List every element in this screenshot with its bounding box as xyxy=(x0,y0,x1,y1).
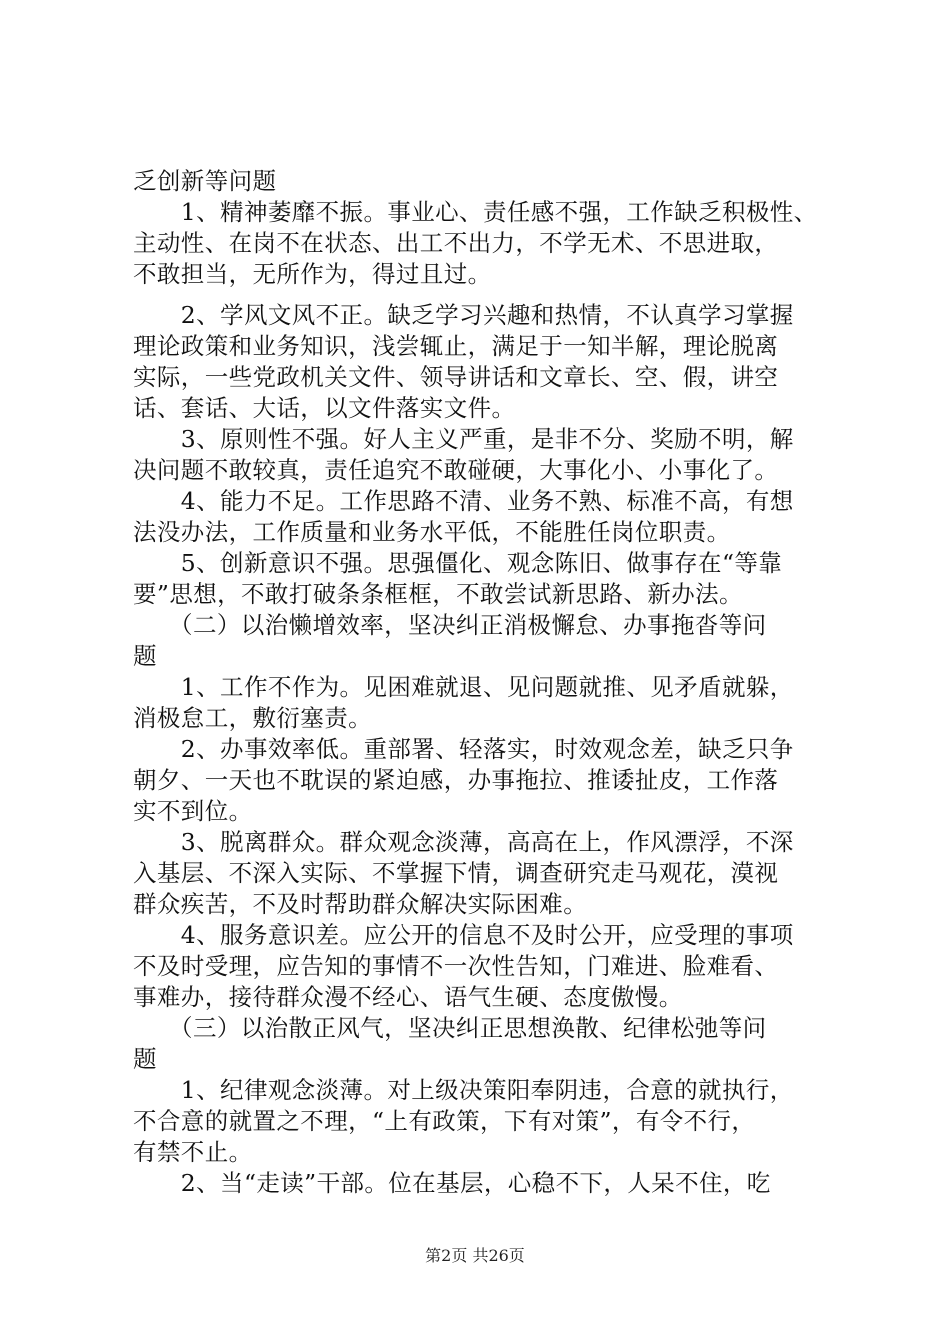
text-line: 2、当“走读”干部。位在基层，心稳不下，人呆不住，吃 xyxy=(133,1169,771,1197)
text-line: 4、能力不足。工作思路不清、业务不熟、标准不高，有想 xyxy=(133,487,794,515)
text-line: 2、办事效率低。重部署、轻落实，时效观念差，缺乏只争 xyxy=(133,735,794,763)
text-line: 2、学风文风不正。缺乏学习兴趣和热情，不认真学习掌握 xyxy=(133,301,794,329)
text-line: 不合意的就置之不理，“上有政策，下有对策”，有令不行， xyxy=(133,1107,756,1135)
text-line: 乏创新等问题 xyxy=(133,167,277,195)
text-line: 实际，一些党政机关文件、领导讲话和文章长、空、假，讲空 xyxy=(133,363,779,391)
text-line: 入基层、不深入实际、不掌握下情，调查研究走马观花，漠视 xyxy=(133,859,779,887)
text-line: 主动性、在岗不在状态、出工不出力，不学无术、不思进取， xyxy=(133,229,779,257)
text-line: 决问题不敢较真，责任追究不敢碰硬，大事化小、小事化了。 xyxy=(133,456,779,484)
text-line: 题 xyxy=(133,1045,157,1073)
text-line: 3、脱离群众。群众观念淡薄，高高在上，作风漂浮，不深 xyxy=(133,828,794,856)
text-line: 有禁不止。 xyxy=(133,1138,253,1166)
text-line: 事难办，接待群众漫不经心、语气生硬、态度傲慢。 xyxy=(133,983,683,1011)
text-line: 理论政策和业务知识，浅尝辄止，满足于一知半解，理论脱离 xyxy=(133,332,779,360)
text-line: 朝夕、一天也不耽误的紧迫感，办事拖拉、推诿扯皮，工作落 xyxy=(133,766,779,794)
text-line: 1、精神萎靡不振。事业心、责任感不强，工作缺乏积极性、 xyxy=(133,198,818,226)
page-number-footer: 第2页 共26页 xyxy=(425,1246,525,1265)
text-line: 不敢担当，无所作为，得过且过。 xyxy=(133,260,492,288)
text-line: 不及时受理，应告知的事情不一次性告知，门难进、脸难看、 xyxy=(133,952,779,980)
text-line: 话、套话、大话，以文件落实文件。 xyxy=(133,394,516,422)
text-line: 群众疾苦，不及时帮助群众解决实际困难。 xyxy=(133,890,588,918)
text-line: 5、创新意识不强。思强僵化、观念陈旧、做事存在“等靠 xyxy=(133,549,783,577)
text-line: 要”思想，不敢打破条条框框，不敢尝试新思路、新办法。 xyxy=(133,580,743,608)
text-line: 4、服务意识差。应公开的信息不及时公开，应受理的事项 xyxy=(133,921,794,949)
text-line: 实不到位。 xyxy=(133,797,253,825)
text-line: 1、纪律观念淡薄。对上级决策阳奉阴违，合意的就执行， xyxy=(133,1076,794,1104)
text-line: 1、工作不作为。见困难就退、见问题就推、见矛盾就躲， xyxy=(133,673,794,701)
text-line: 消极怠工，敷衍塞责。 xyxy=(133,704,372,732)
text-line: （二）以治懒增效率，坚决纠正消极懈怠、办事拖沓等问 xyxy=(133,611,767,639)
text-line: 3、原则性不强。好人主义严重，是非不分、奖励不明，解 xyxy=(133,425,794,453)
text-line: （三）以治散正风气，坚决纠正思想涣散、纪律松弛等问 xyxy=(133,1014,767,1042)
text-line: 题 xyxy=(133,642,157,670)
text-line: 法没办法，工作质量和业务水平低，不能胜任岗位职责。 xyxy=(133,518,731,546)
